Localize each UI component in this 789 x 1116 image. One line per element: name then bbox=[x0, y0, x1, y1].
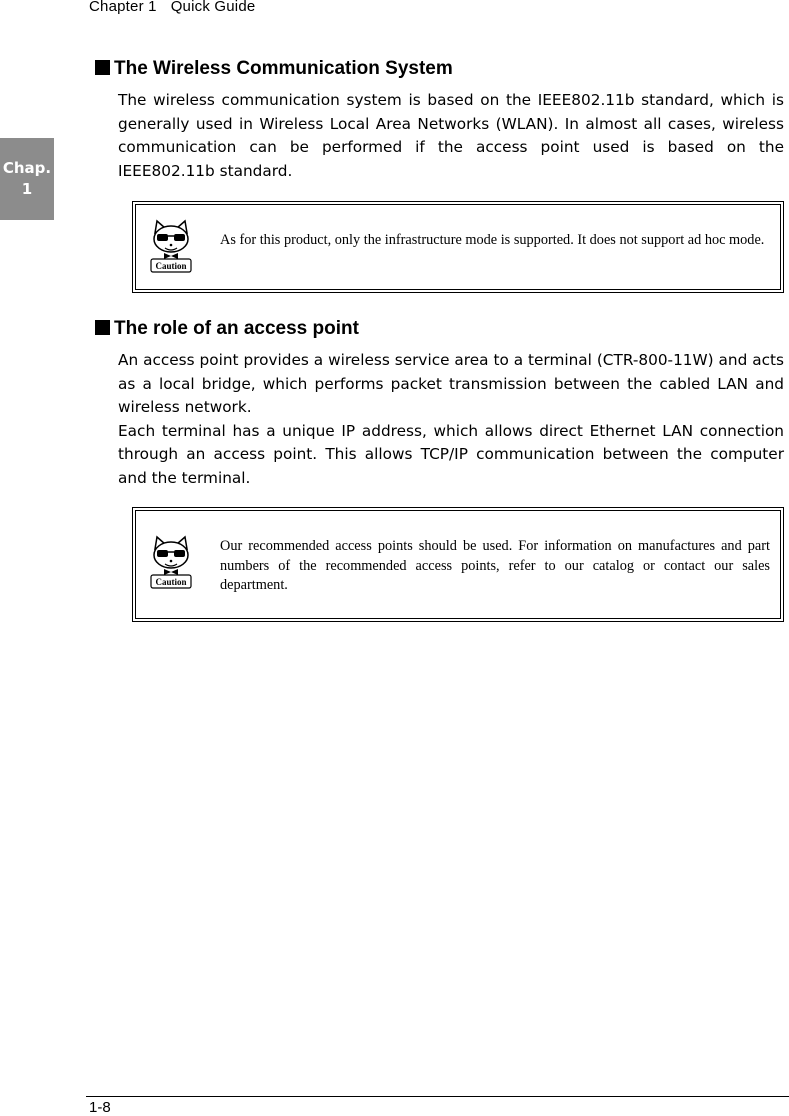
square-bullet-icon bbox=[95, 60, 110, 75]
section-paragraph-access-point bbox=[118, 349, 784, 490]
caution-cat-icon bbox=[148, 219, 194, 273]
section-title-text: The role of an access point bbox=[114, 318, 359, 339]
section-title-text: The Wireless Communication System bbox=[114, 58, 453, 79]
chapter-tab-label: Chap. bbox=[2, 159, 52, 177]
page-number: 1-8 bbox=[89, 1099, 111, 1116]
chapter-tab bbox=[0, 138, 54, 220]
paragraph-text: Each terminal has a unique IP address, which allows direct Ethernet LAN connection through an access point. This allows TCP/IP communication between the computer and the terminal. bbox=[118, 421, 784, 487]
caution-box bbox=[132, 507, 784, 622]
section-title-wireless bbox=[95, 58, 453, 80]
section-title-access-point bbox=[95, 318, 359, 340]
caution-box bbox=[132, 201, 784, 293]
section-paragraph-wireless bbox=[118, 89, 784, 183]
header-title: Quick Guide bbox=[170, 0, 256, 15]
caution-text: As for this product, only the infrastructure mode is supported. It does not support ad hoc mode. bbox=[220, 232, 765, 248]
paragraph-text: An access point provides a wireless service area to a terminal (CTR-800-11W) and acts as a local bridge, which performs packet transmission between the cabled LAN and wireless network. bbox=[118, 351, 784, 416]
chapter-tab-number: 1 bbox=[21, 180, 33, 198]
caution-cat-icon bbox=[148, 535, 194, 589]
header-chapter: Chapter 1 bbox=[89, 0, 157, 15]
page-header bbox=[89, 0, 255, 15]
paragraph-text: The wireless communication system is based on the IEEE802.11b standard, which is generally used in Wireless Local Area Networks (WLAN). In almost all cases, wireless communication can be performed if the access point used is based on the IEEE802.11b standard. bbox=[118, 91, 784, 180]
square-bullet-icon bbox=[95, 320, 110, 335]
caution-text: Our recommended access points should be used. For information on manufactures and part numbers of the recommended access points, refer to our catalog or contact our sales department. bbox=[220, 538, 770, 593]
caution-box-inner bbox=[135, 510, 781, 619]
caution-icon-label: Caution bbox=[155, 577, 187, 587]
caution-icon-label: Caution bbox=[155, 261, 187, 271]
footer-divider bbox=[86, 1096, 789, 1097]
caution-box-inner bbox=[135, 204, 781, 290]
